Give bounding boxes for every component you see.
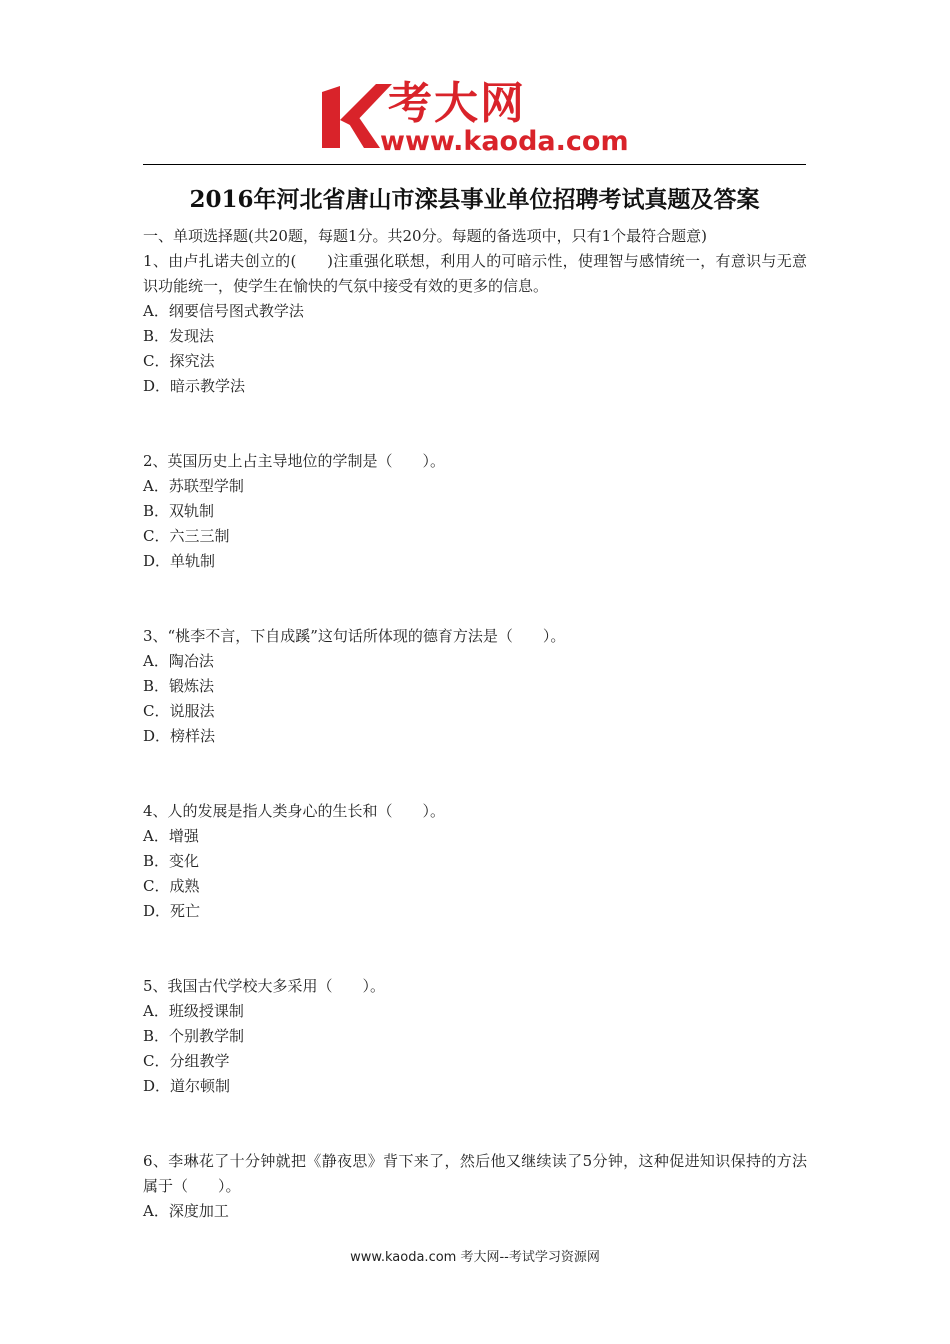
document-title: 2016年河北省唐山市滦县事业单位招聘考试真题及答案 — [189, 186, 760, 213]
section-heading: 一、单项选择题(共20题，每题1分。共20分。每题的备选项中，只有1个最符合题意) — [143, 227, 707, 245]
option-b: B．双轨制 — [143, 502, 215, 520]
option-c: C．分组教学 — [143, 1052, 230, 1070]
option-c: C．成熟 — [143, 877, 200, 895]
option-d: D．榜样法 — [143, 727, 216, 745]
option-a: A．班级授课制 — [143, 1002, 244, 1020]
option-a: A．增强 — [143, 827, 199, 845]
question-stem: 1、由卢扎诺夫创立的( )注重强化联想，利用人的可暗示性，使理智与感情统一，有意识与无意识功能统一，使学生在愉快的气氛中接受有效的更多的信息。 — [143, 252, 807, 295]
option-d: D．道尔顿制 — [143, 1077, 231, 1095]
option-d: D．死亡 — [143, 902, 201, 920]
option-c: C．说服法 — [143, 702, 215, 720]
logo-name: 考大网 — [388, 78, 526, 129]
option-d: D．单轨制 — [143, 552, 216, 570]
option-a: A．深度加工 — [143, 1202, 229, 1220]
header-divider — [143, 164, 806, 165]
page-footer: www.kaoda.com 考大网--考试学习资源网 — [350, 1250, 600, 1265]
spacer — [143, 1099, 807, 1149]
option-a: A．陶冶法 — [143, 652, 214, 670]
spacer — [143, 399, 807, 449]
option-a: A．苏联型学制 — [143, 477, 244, 495]
option-d: D．暗示教学法 — [143, 377, 246, 395]
spacer — [143, 574, 807, 624]
question-stem: 5、我国古代学校大多采用（ ）。 — [143, 977, 386, 995]
option-b: B．个别教学制 — [143, 1027, 245, 1045]
question-stem: 6、李琳花了十分钟就把《静夜思》背下来了，然后他又继续读了5分钟，这种促进知识保持的方法属于（ ）。 — [143, 1152, 807, 1195]
spacer — [143, 924, 807, 974]
question-stem: 4、人的发展是指人类身心的生长和（ ）。 — [143, 802, 446, 820]
logo-url: www.kaoda.com — [380, 126, 629, 157]
option-c: C．六三三制 — [143, 527, 230, 545]
option-b: B．发现法 — [143, 327, 215, 345]
question-stem: 3、“桃李不言，下自成蹊”这句话所体现的德育方法是（ ）。 — [143, 627, 566, 645]
option-b: B．变化 — [143, 852, 200, 870]
spacer — [143, 749, 807, 799]
question-stem: 2、英国历史上占主导地位的学制是（ ）。 — [143, 452, 446, 470]
document-body — [143, 224, 807, 1224]
kaoda-logo[interactable] — [318, 78, 648, 160]
option-a: A．纲要信号图式教学法 — [143, 302, 304, 320]
option-b: B．锻炼法 — [143, 677, 215, 695]
option-c: C．探究法 — [143, 352, 215, 370]
